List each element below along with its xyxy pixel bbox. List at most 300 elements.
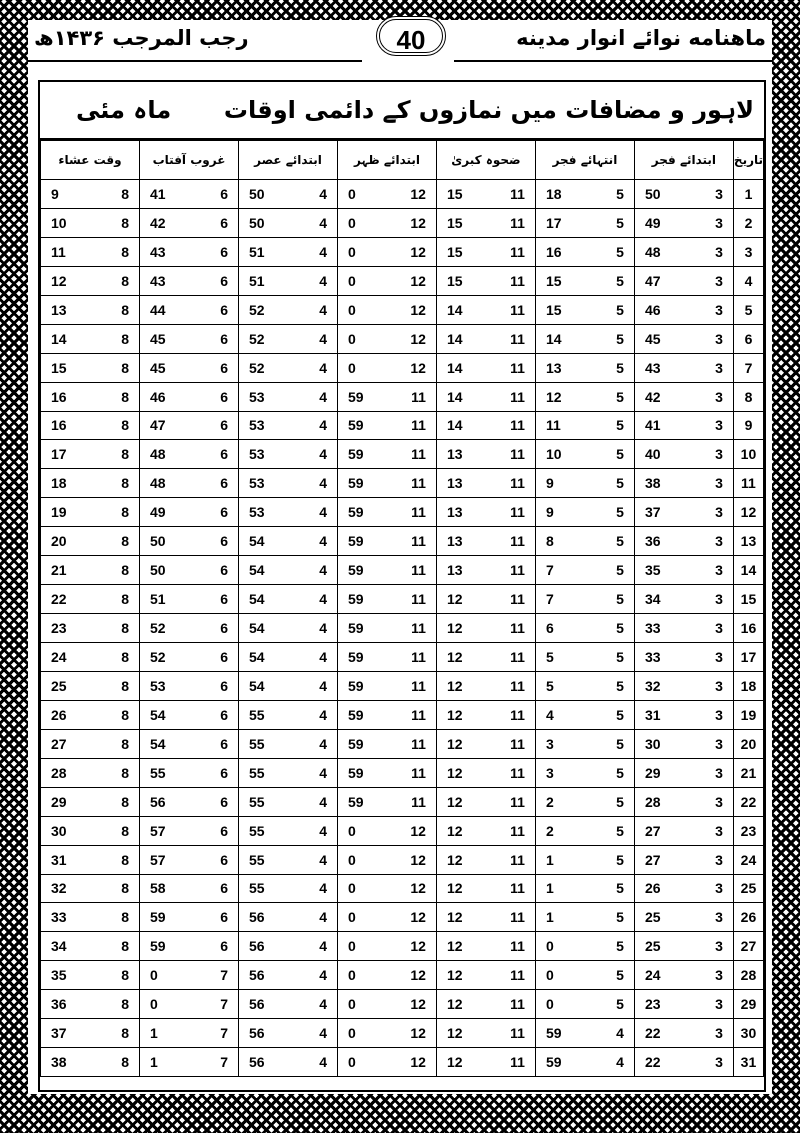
minute-value: 13 xyxy=(446,446,463,463)
zuhr-start-cell xyxy=(337,295,436,324)
date-cell: 3 xyxy=(733,237,763,266)
minute-value: 59 xyxy=(347,533,364,550)
isha-cell xyxy=(41,700,140,729)
hour-value: 6 xyxy=(220,764,228,781)
fajr-start-cell xyxy=(634,787,733,816)
minute-value: 12 xyxy=(446,967,463,984)
isha-cell xyxy=(41,671,140,700)
hour-value: 3 xyxy=(715,272,723,289)
fajr-end-cell xyxy=(535,295,634,324)
minute-value: 12 xyxy=(446,764,463,781)
hour-value: 3 xyxy=(715,938,723,955)
isha-cell xyxy=(41,208,140,237)
zuhr-start-cell xyxy=(337,1019,436,1048)
date-cell: 6 xyxy=(733,324,763,353)
table-row xyxy=(41,295,764,324)
minute-value: 0 xyxy=(545,938,554,955)
minute-value: 59 xyxy=(347,793,364,810)
minute-value: 54 xyxy=(150,735,166,752)
zuhr-start-cell xyxy=(337,700,436,729)
minute-value: 37 xyxy=(51,1025,67,1042)
hour-value: 3 xyxy=(715,620,723,637)
minute-value: 53 xyxy=(249,417,265,434)
hour-value: 8 xyxy=(121,620,130,637)
hour-value: 11 xyxy=(411,706,426,723)
sunset-cell xyxy=(140,1048,239,1077)
hour-value: 5 xyxy=(616,996,624,1013)
date-cell: 20 xyxy=(733,729,763,758)
decorative-border-left xyxy=(0,0,28,1133)
hour-value: 11 xyxy=(510,562,525,579)
fajr-end-cell xyxy=(535,845,634,874)
hour-value: 4 xyxy=(319,417,327,434)
fajr-start-cell xyxy=(634,353,733,382)
asr-start-cell xyxy=(239,527,338,556)
zahwa-kubra-cell xyxy=(436,961,535,990)
hour-value: 11 xyxy=(510,243,525,260)
minute-value: 0 xyxy=(545,967,554,984)
hour-value: 5 xyxy=(616,446,624,463)
timetable-panel xyxy=(38,80,766,1092)
minute-value: 12 xyxy=(446,735,463,752)
hour-value: 4 xyxy=(616,1025,624,1042)
minute-value: 45 xyxy=(644,330,661,347)
minute-value: 59 xyxy=(545,1054,562,1071)
hour-value: 8 xyxy=(121,504,130,521)
hour-value: 3 xyxy=(715,185,723,202)
minute-value: 59 xyxy=(150,909,166,926)
fajr-end-cell xyxy=(535,585,634,614)
hour-value: 8 xyxy=(121,909,130,926)
isha-cell xyxy=(41,527,140,556)
minute-value: 15 xyxy=(545,272,562,289)
date-cell: 7 xyxy=(733,353,763,382)
minute-value: 25 xyxy=(51,677,67,694)
hour-value: 3 xyxy=(715,880,723,897)
minute-value: 0 xyxy=(347,822,356,839)
minute-value: 54 xyxy=(249,677,265,694)
hour-value: 5 xyxy=(616,591,624,608)
hour-value: 11 xyxy=(510,185,525,202)
hour-value: 11 xyxy=(411,591,426,608)
zahwa-kubra-cell xyxy=(436,469,535,498)
asr-start-cell xyxy=(239,932,338,961)
hour-value: 12 xyxy=(410,880,426,897)
hour-value: 6 xyxy=(220,735,228,752)
minute-value: 52 xyxy=(150,620,166,637)
fajr-end-cell xyxy=(535,874,634,903)
minute-value: 50 xyxy=(150,533,166,550)
zahwa-kubra-cell xyxy=(436,295,535,324)
hour-value: 3 xyxy=(715,1054,723,1071)
col-header-zahwa-kubra: ضحوہ کبریٰ xyxy=(436,141,535,180)
hour-value: 11 xyxy=(411,764,426,781)
hour-value: 5 xyxy=(616,475,624,492)
minute-value: 0 xyxy=(150,967,158,984)
hour-value: 11 xyxy=(510,446,525,463)
minute-value: 59 xyxy=(347,504,364,521)
minute-value: 55 xyxy=(249,880,265,897)
minute-value: 12 xyxy=(446,706,463,723)
zahwa-kubra-cell xyxy=(436,527,535,556)
minute-value: 59 xyxy=(347,648,364,665)
table-row xyxy=(41,758,764,787)
zuhr-start-cell xyxy=(337,787,436,816)
hour-value: 8 xyxy=(121,330,130,347)
date-cell: 29 xyxy=(733,990,763,1019)
minute-value: 59 xyxy=(347,706,364,723)
zuhr-start-cell xyxy=(337,614,436,643)
minute-value: 38 xyxy=(644,475,661,492)
table-row xyxy=(41,266,764,295)
zahwa-kubra-cell xyxy=(436,440,535,469)
zahwa-kubra-cell xyxy=(436,874,535,903)
minute-value: 12 xyxy=(446,880,463,897)
minute-value: 54 xyxy=(249,648,265,665)
asr-start-cell xyxy=(239,990,338,1019)
minute-value: 3 xyxy=(545,735,554,752)
table-row xyxy=(41,353,764,382)
hour-value: 4 xyxy=(319,996,327,1013)
sunset-cell xyxy=(140,208,239,237)
minute-value: 27 xyxy=(644,822,661,839)
hour-value: 5 xyxy=(616,301,624,318)
minute-value: 34 xyxy=(644,591,661,608)
zahwa-kubra-cell xyxy=(436,180,535,209)
zuhr-start-cell xyxy=(337,816,436,845)
minute-value: 22 xyxy=(644,1025,661,1042)
hour-value: 6 xyxy=(220,388,228,405)
hour-value: 11 xyxy=(510,909,525,926)
issue-date: رجب المرجب ۱۴۳۶ھ xyxy=(34,26,249,50)
hour-value: 6 xyxy=(220,938,228,955)
zahwa-kubra-cell xyxy=(436,643,535,672)
hour-value: 3 xyxy=(715,475,723,492)
hour-value: 3 xyxy=(715,417,723,434)
isha-cell xyxy=(41,556,140,585)
zuhr-start-cell xyxy=(337,556,436,585)
col-header-fajr-end: انتہائے فجر xyxy=(535,141,634,180)
minute-value: 13 xyxy=(446,533,463,550)
hour-value: 11 xyxy=(510,330,525,347)
hour-value: 4 xyxy=(319,648,327,665)
asr-start-cell xyxy=(239,816,338,845)
date-cell: 24 xyxy=(733,845,763,874)
minute-value: 3 xyxy=(545,764,554,781)
minute-value: 15 xyxy=(446,185,463,202)
fajr-start-cell xyxy=(634,585,733,614)
hour-value: 4 xyxy=(319,243,327,260)
hour-value: 8 xyxy=(121,1054,130,1071)
hour-value: 12 xyxy=(410,185,426,202)
table-row xyxy=(41,180,764,209)
minute-value: 54 xyxy=(249,591,265,608)
fajr-start-cell xyxy=(634,498,733,527)
minute-value: 32 xyxy=(644,677,661,694)
date-cell: 25 xyxy=(733,874,763,903)
hour-value: 6 xyxy=(220,185,228,202)
hour-value: 5 xyxy=(616,504,624,521)
hour-value: 3 xyxy=(715,214,723,231)
minute-value: 1 xyxy=(150,1025,158,1042)
zuhr-start-cell xyxy=(337,643,436,672)
col-header-date: تاریخ xyxy=(733,141,763,180)
asr-start-cell xyxy=(239,874,338,903)
fajr-start-cell xyxy=(634,295,733,324)
minute-value: 0 xyxy=(347,185,356,202)
sunset-cell xyxy=(140,758,239,787)
hour-value: 12 xyxy=(410,214,426,231)
zuhr-start-cell xyxy=(337,729,436,758)
fajr-start-cell xyxy=(634,932,733,961)
hour-value: 11 xyxy=(510,475,525,492)
minute-value: 55 xyxy=(249,793,265,810)
hour-value: 4 xyxy=(319,388,327,405)
zahwa-kubra-cell xyxy=(436,498,535,527)
minute-value: 53 xyxy=(150,677,166,694)
date-cell: 30 xyxy=(733,1019,763,1048)
isha-cell xyxy=(41,874,140,903)
hour-value: 4 xyxy=(319,533,327,550)
hour-value: 3 xyxy=(715,967,723,984)
fajr-start-cell xyxy=(634,671,733,700)
hour-value: 8 xyxy=(121,735,130,752)
fajr-start-cell xyxy=(634,469,733,498)
minute-value: 51 xyxy=(150,591,166,608)
sunset-cell xyxy=(140,237,239,266)
fajr-start-cell xyxy=(634,556,733,585)
sunset-cell xyxy=(140,903,239,932)
header-rule-right xyxy=(454,60,772,62)
table-row xyxy=(41,729,764,758)
zahwa-kubra-cell xyxy=(436,237,535,266)
minute-value: 14 xyxy=(446,330,463,347)
minute-value: 43 xyxy=(150,272,166,289)
hour-value: 4 xyxy=(319,967,327,984)
minute-value: 57 xyxy=(150,822,166,839)
title-row xyxy=(40,82,764,140)
hour-value: 11 xyxy=(510,620,525,637)
minute-value: 55 xyxy=(249,851,265,868)
minute-value: 23 xyxy=(51,620,67,637)
col-header-sunset: غروب آفتاب xyxy=(140,141,239,180)
hour-value: 6 xyxy=(220,533,228,550)
page-number: 40 xyxy=(376,16,446,56)
minute-value: 0 xyxy=(347,359,356,376)
hour-value: 8 xyxy=(121,677,130,694)
zahwa-kubra-cell xyxy=(436,700,535,729)
hour-value: 4 xyxy=(319,851,327,868)
minute-value: 55 xyxy=(249,735,265,752)
zuhr-start-cell xyxy=(337,353,436,382)
minute-value: 0 xyxy=(347,1054,356,1071)
hour-value: 11 xyxy=(411,417,426,434)
date-cell: 31 xyxy=(733,1048,763,1077)
date-cell: 9 xyxy=(733,411,763,440)
magazine-name: ماهنامه نوائے انوار مدینه xyxy=(516,26,766,50)
minute-value: 50 xyxy=(644,185,661,202)
hour-value: 7 xyxy=(220,967,228,984)
zuhr-start-cell xyxy=(337,671,436,700)
zuhr-start-cell xyxy=(337,903,436,932)
minute-value: 55 xyxy=(249,822,265,839)
minute-value: 37 xyxy=(644,504,661,521)
minute-value: 23 xyxy=(644,996,661,1013)
hour-value: 6 xyxy=(220,417,228,434)
hour-value: 12 xyxy=(410,909,426,926)
sunset-cell xyxy=(140,324,239,353)
hour-value: 11 xyxy=(510,1054,525,1071)
hour-value: 5 xyxy=(616,359,624,376)
zahwa-kubra-cell xyxy=(436,382,535,411)
zahwa-kubra-cell xyxy=(436,990,535,1019)
isha-cell xyxy=(41,295,140,324)
hour-value: 12 xyxy=(410,330,426,347)
date-cell: 13 xyxy=(733,527,763,556)
table-row xyxy=(41,585,764,614)
minute-value: 1 xyxy=(545,851,554,868)
date-cell: 27 xyxy=(733,932,763,961)
minute-value: 7 xyxy=(545,591,554,608)
minute-value: 12 xyxy=(446,996,463,1013)
hour-value: 11 xyxy=(510,851,525,868)
hour-value: 8 xyxy=(121,793,130,810)
hour-value: 12 xyxy=(410,1025,426,1042)
zuhr-start-cell xyxy=(337,382,436,411)
minute-value: 15 xyxy=(446,243,463,260)
col-header-isha: وقت عشاء xyxy=(41,141,140,180)
minute-value: 53 xyxy=(249,504,265,521)
table-row xyxy=(41,1048,764,1077)
fajr-end-cell xyxy=(535,498,634,527)
fajr-start-cell xyxy=(634,643,733,672)
header-row xyxy=(41,141,764,180)
hour-value: 5 xyxy=(616,243,624,260)
asr-start-cell xyxy=(239,961,338,990)
asr-start-cell xyxy=(239,382,338,411)
hour-value: 3 xyxy=(715,388,723,405)
fajr-start-cell xyxy=(634,816,733,845)
fajr-end-cell xyxy=(535,758,634,787)
minute-value: 12 xyxy=(446,909,463,926)
isha-cell xyxy=(41,961,140,990)
minute-value: 1 xyxy=(545,880,554,897)
hour-value: 5 xyxy=(616,967,624,984)
zuhr-start-cell xyxy=(337,324,436,353)
hour-value: 8 xyxy=(121,533,130,550)
minute-value: 48 xyxy=(644,243,661,260)
minute-value: 43 xyxy=(644,359,661,376)
minute-value: 45 xyxy=(150,330,166,347)
minute-value: 1 xyxy=(545,909,554,926)
zahwa-kubra-cell xyxy=(436,903,535,932)
table-row xyxy=(41,903,764,932)
minute-value: 56 xyxy=(150,793,166,810)
hour-value: 8 xyxy=(121,417,130,434)
table-row xyxy=(41,382,764,411)
minute-value: 12 xyxy=(446,1025,463,1042)
fajr-end-cell xyxy=(535,961,634,990)
fajr-start-cell xyxy=(634,614,733,643)
zahwa-kubra-cell xyxy=(436,266,535,295)
hour-value: 8 xyxy=(121,359,130,376)
table-row xyxy=(41,324,764,353)
date-cell: 2 xyxy=(733,208,763,237)
date-cell: 12 xyxy=(733,498,763,527)
fajr-start-cell xyxy=(634,180,733,209)
sunset-cell xyxy=(140,180,239,209)
hour-value: 11 xyxy=(411,475,426,492)
fajr-start-cell xyxy=(634,874,733,903)
asr-start-cell xyxy=(239,498,338,527)
hour-value: 11 xyxy=(411,533,426,550)
minute-value: 46 xyxy=(644,301,661,318)
hour-value: 6 xyxy=(220,677,228,694)
minute-value: 51 xyxy=(249,243,265,260)
minute-value: 59 xyxy=(347,764,364,781)
date-cell: 5 xyxy=(733,295,763,324)
minute-value: 12 xyxy=(446,677,463,694)
asr-start-cell xyxy=(239,700,338,729)
sunset-cell xyxy=(140,353,239,382)
asr-start-cell xyxy=(239,295,338,324)
hour-value: 11 xyxy=(411,562,426,579)
zuhr-start-cell xyxy=(337,874,436,903)
minute-value: 33 xyxy=(644,648,661,665)
fajr-end-cell xyxy=(535,700,634,729)
hour-value: 6 xyxy=(220,648,228,665)
minute-value: 43 xyxy=(150,243,166,260)
hour-value: 8 xyxy=(121,706,130,723)
hour-value: 8 xyxy=(121,214,130,231)
hour-value: 3 xyxy=(715,301,723,318)
hour-value: 8 xyxy=(121,967,130,984)
hour-value: 8 xyxy=(121,764,130,781)
minute-value: 33 xyxy=(51,909,67,926)
hour-value: 3 xyxy=(715,359,723,376)
minute-value: 44 xyxy=(150,301,166,318)
hour-value: 4 xyxy=(319,620,327,637)
hour-value: 3 xyxy=(715,677,723,694)
minute-value: 14 xyxy=(446,359,463,376)
hour-value: 6 xyxy=(220,793,228,810)
fajr-end-cell xyxy=(535,266,634,295)
zahwa-kubra-cell xyxy=(436,816,535,845)
minute-value: 45 xyxy=(150,359,166,376)
hour-value: 5 xyxy=(616,677,624,694)
fajr-start-cell xyxy=(634,382,733,411)
table-row xyxy=(41,700,764,729)
minute-value: 49 xyxy=(150,504,166,521)
hour-value: 5 xyxy=(616,330,624,347)
hour-value: 4 xyxy=(319,1025,327,1042)
minute-value: 52 xyxy=(249,359,265,376)
hour-value: 3 xyxy=(715,822,723,839)
hour-value: 3 xyxy=(715,793,723,810)
minute-value: 36 xyxy=(644,533,661,550)
minute-value: 0 xyxy=(347,301,356,318)
zuhr-start-cell xyxy=(337,237,436,266)
minute-value: 41 xyxy=(644,417,661,434)
minute-value: 14 xyxy=(51,330,67,347)
hour-value: 4 xyxy=(319,793,327,810)
fajr-end-cell xyxy=(535,208,634,237)
hour-value: 3 xyxy=(715,243,723,260)
hour-value: 3 xyxy=(715,996,723,1013)
fajr-end-cell xyxy=(535,411,634,440)
table-row xyxy=(41,237,764,266)
sunset-cell xyxy=(140,411,239,440)
